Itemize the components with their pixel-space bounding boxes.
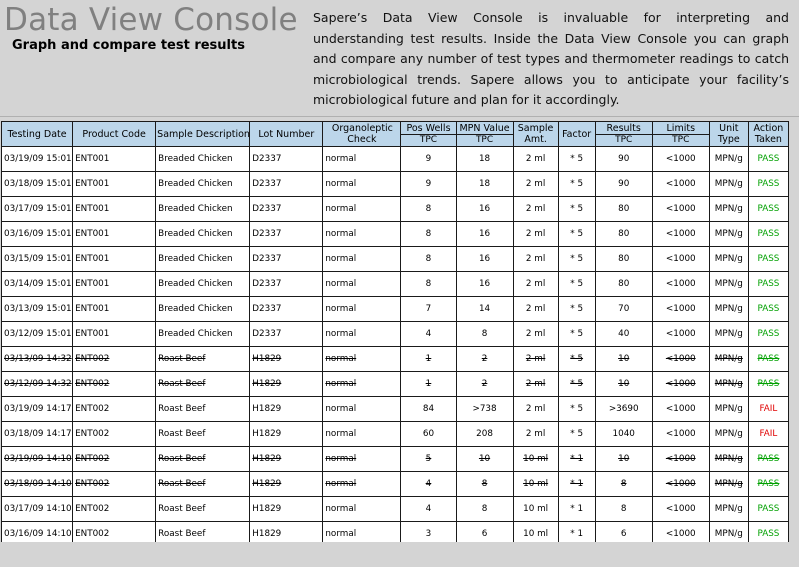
- cell-lot-number: D2337: [250, 297, 323, 322]
- cell-sample-description: Breaded Chicken: [156, 272, 250, 297]
- status-badge: PASS: [757, 304, 780, 314]
- cell-unit-type: MPN/g: [709, 172, 748, 197]
- status-badge: PASS: [757, 204, 780, 214]
- cell-product-code: ENT002: [73, 397, 156, 422]
- cell-factor: * 5: [558, 147, 595, 172]
- cell-mpn-value: 18: [456, 147, 513, 172]
- cell-limits: <1000: [652, 397, 709, 422]
- cell-action-taken: [748, 247, 788, 272]
- cell-product-code: ENT001: [73, 272, 156, 297]
- cell-pos-wells: 4: [401, 322, 456, 347]
- cell-action-taken: [748, 422, 788, 447]
- cell-pos-wells: 84: [401, 397, 456, 422]
- cell-pos-wells: 9: [401, 147, 456, 172]
- cell-testing-date: 03/19/09 15:01: [2, 147, 73, 172]
- cell-organoleptic: normal: [323, 272, 401, 297]
- cell-action-taken: [748, 497, 788, 522]
- status-badge: PASS: [757, 354, 780, 364]
- cell-action-taken: [748, 397, 788, 422]
- cell-lot-number: D2337: [250, 222, 323, 247]
- cell-results: 1040: [595, 422, 652, 447]
- cell-testing-date: 03/16/09 14:10: [2, 522, 73, 543]
- cell-lot-number: D2337: [250, 322, 323, 347]
- cell-product-code: ENT002: [73, 347, 156, 372]
- subheader-tpc: TPC: [456, 135, 513, 147]
- cell-pos-wells: 8: [401, 247, 456, 272]
- cell-factor: * 5: [558, 247, 595, 272]
- cell-mpn-value: 2: [456, 372, 513, 397]
- table-row[interactable]: [2, 497, 789, 522]
- cell-results: 80: [595, 247, 652, 272]
- table-row[interactable]: [2, 197, 789, 222]
- cell-pos-wells: 1: [401, 372, 456, 397]
- cell-lot-number: H1829: [250, 497, 323, 522]
- cell-sample-amt: 2 ml: [513, 422, 558, 447]
- cell-mpn-value: 16: [456, 222, 513, 247]
- cell-sample-amt: 2 ml: [513, 147, 558, 172]
- cell-action-taken: [748, 172, 788, 197]
- cell-unit-type: MPN/g: [709, 522, 748, 543]
- cell-results: 80: [595, 222, 652, 247]
- cell-pos-wells: 4: [401, 472, 456, 497]
- cell-pos-wells: 4: [401, 497, 456, 522]
- app-title: Data View Console: [4, 2, 298, 38]
- cell-sample-amt: 2 ml: [513, 222, 558, 247]
- cell-testing-date: 03/12/09 15:01: [2, 322, 73, 347]
- results-table: [1, 121, 789, 542]
- cell-organoleptic: normal: [323, 397, 401, 422]
- cell-sample-description: Breaded Chicken: [156, 172, 250, 197]
- cell-limits: <1000: [652, 447, 709, 472]
- col-header-sample-description[interactable]: Sample Description: [156, 122, 250, 147]
- intro-paragraph: Sapere’s Data View Console is invaluable for interpreting and understanding test results. Inside the Data View Console you can graph and compare any number of test types and thermometer readings to catch microbiological trends. Sapere allows you to anticipate your facility’s microbiological future and plan for it accordingly.: [313, 10, 789, 107]
- status-badge: PASS: [757, 504, 780, 514]
- cell-product-code: ENT001: [73, 247, 156, 272]
- cell-testing-date: 03/13/09 14:32: [2, 347, 73, 372]
- cell-testing-date: 03/19/09 14:10: [2, 447, 73, 472]
- col-header-results[interactable]: Results: [595, 122, 652, 135]
- cell-unit-type: MPN/g: [709, 422, 748, 447]
- cell-factor: * 5: [558, 222, 595, 247]
- cell-sample-description: Breaded Chicken: [156, 322, 250, 347]
- cell-pos-wells: 8: [401, 222, 456, 247]
- cell-testing-date: 03/17/09 14:10: [2, 497, 73, 522]
- cell-product-code: ENT001: [73, 322, 156, 347]
- cell-sample-description: Breaded Chicken: [156, 222, 250, 247]
- cell-lot-number: H1829: [250, 422, 323, 447]
- table-row[interactable]: [2, 322, 789, 347]
- cell-pos-wells: 7: [401, 297, 456, 322]
- cell-sample-amt: 10 ml: [513, 447, 558, 472]
- cell-action-taken: [748, 447, 788, 472]
- cell-lot-number: D2337: [250, 247, 323, 272]
- cell-sample-amt: 2 ml: [513, 197, 558, 222]
- cell-action-taken: [748, 147, 788, 172]
- cell-limits: <1000: [652, 422, 709, 447]
- cell-factor: * 5: [558, 347, 595, 372]
- cell-organoleptic: normal: [323, 247, 401, 272]
- table-row[interactable]: [2, 347, 789, 372]
- cell-sample-amt: 2 ml: [513, 322, 558, 347]
- table-row[interactable]: [2, 247, 789, 272]
- cell-factor: * 5: [558, 272, 595, 297]
- cell-unit-type: MPN/g: [709, 347, 748, 372]
- cell-sample-amt: 2 ml: [513, 297, 558, 322]
- cell-pos-wells: 8: [401, 197, 456, 222]
- cell-organoleptic: normal: [323, 147, 401, 172]
- cell-limits: <1000: [652, 297, 709, 322]
- cell-mpn-value: 8: [456, 497, 513, 522]
- cell-factor: * 5: [558, 322, 595, 347]
- cell-product-code: ENT002: [73, 447, 156, 472]
- cell-action-taken: [748, 197, 788, 222]
- cell-sample-description: Roast Beef: [156, 347, 250, 372]
- cell-unit-type: MPN/g: [709, 247, 748, 272]
- cell-results: 6: [595, 522, 652, 543]
- cell-pos-wells: 3: [401, 522, 456, 543]
- cell-unit-type: MPN/g: [709, 472, 748, 497]
- col-header-organoleptic[interactable]: Organoleptic Check: [323, 122, 401, 147]
- cell-testing-date: 03/17/09 15:01: [2, 197, 73, 222]
- cell-product-code: ENT002: [73, 497, 156, 522]
- cell-limits: <1000: [652, 497, 709, 522]
- cell-mpn-value: 18: [456, 172, 513, 197]
- cell-product-code: ENT001: [73, 222, 156, 247]
- status-badge: PASS: [757, 329, 780, 339]
- cell-action-taken: [748, 297, 788, 322]
- col-header-pos-wells[interactable]: Pos Wells: [401, 122, 456, 135]
- table-row[interactable]: [2, 222, 789, 247]
- cell-unit-type: MPN/g: [709, 197, 748, 222]
- cell-factor: * 1: [558, 447, 595, 472]
- col-header-product-code[interactable]: Product Code: [73, 122, 156, 147]
- cell-organoleptic: normal: [323, 347, 401, 372]
- cell-product-code: ENT002: [73, 522, 156, 543]
- cell-mpn-value: 10: [456, 447, 513, 472]
- cell-organoleptic: normal: [323, 497, 401, 522]
- status-badge: PASS: [757, 379, 780, 389]
- cell-organoleptic: normal: [323, 447, 401, 472]
- table-row[interactable]: [2, 147, 789, 172]
- table-row[interactable]: [2, 522, 789, 543]
- cell-product-code: ENT001: [73, 147, 156, 172]
- cell-action-taken: [748, 347, 788, 372]
- cell-factor: * 1: [558, 472, 595, 497]
- cell-testing-date: 03/18/09 14:17: [2, 422, 73, 447]
- cell-sample-description: Roast Beef: [156, 422, 250, 447]
- cell-lot-number: D2337: [250, 272, 323, 297]
- cell-mpn-value: 16: [456, 272, 513, 297]
- cell-limits: <1000: [652, 272, 709, 297]
- table-row[interactable]: [2, 297, 789, 322]
- cell-unit-type: MPN/g: [709, 397, 748, 422]
- cell-sample-description: Roast Beef: [156, 447, 250, 472]
- col-header-action-taken[interactable]: Action Taken: [748, 122, 788, 147]
- status-badge: PASS: [757, 179, 780, 189]
- cell-factor: * 1: [558, 522, 595, 543]
- status-badge: PASS: [757, 454, 780, 464]
- cell-results: 90: [595, 147, 652, 172]
- cell-testing-date: 03/18/09 15:01: [2, 172, 73, 197]
- cell-results: 40: [595, 322, 652, 347]
- cell-unit-type: MPN/g: [709, 272, 748, 297]
- cell-unit-type: MPN/g: [709, 222, 748, 247]
- col-header-lot-number[interactable]: Lot Number: [250, 122, 323, 147]
- cell-results: >3690: [595, 397, 652, 422]
- cell-testing-date: 03/12/09 14:32: [2, 372, 73, 397]
- cell-organoleptic: normal: [323, 472, 401, 497]
- cell-sample-amt: 10 ml: [513, 472, 558, 497]
- cell-lot-number: H1829: [250, 447, 323, 472]
- cell-limits: <1000: [652, 347, 709, 372]
- cell-unit-type: MPN/g: [709, 322, 748, 347]
- cell-organoleptic: normal: [323, 222, 401, 247]
- status-badge: FAIL: [759, 404, 778, 414]
- cell-mpn-value: 208: [456, 422, 513, 447]
- cell-mpn-value: 14: [456, 297, 513, 322]
- results-table-body: [2, 147, 789, 543]
- cell-action-taken: [748, 372, 788, 397]
- status-badge: PASS: [757, 479, 780, 489]
- cell-sample-amt: 2 ml: [513, 247, 558, 272]
- cell-unit-type: MPN/g: [709, 372, 748, 397]
- cell-factor: * 5: [558, 397, 595, 422]
- cell-sample-description: Roast Beef: [156, 522, 250, 543]
- cell-organoleptic: normal: [323, 372, 401, 397]
- cell-limits: <1000: [652, 172, 709, 197]
- cell-testing-date: 03/18/09 14:10: [2, 472, 73, 497]
- cell-limits: <1000: [652, 322, 709, 347]
- cell-limits: <1000: [652, 372, 709, 397]
- cell-limits: <1000: [652, 472, 709, 497]
- cell-organoleptic: normal: [323, 297, 401, 322]
- cell-testing-date: 03/16/09 15:01: [2, 222, 73, 247]
- cell-mpn-value: 8: [456, 472, 513, 497]
- cell-lot-number: H1829: [250, 397, 323, 422]
- subheader-tpc: TPC: [652, 135, 709, 147]
- cell-organoleptic: normal: [323, 197, 401, 222]
- col-header-factor[interactable]: Factor: [558, 122, 595, 147]
- cell-factor: * 5: [558, 297, 595, 322]
- cell-action-taken: [748, 222, 788, 247]
- table-row[interactable]: [2, 472, 789, 497]
- cell-factor: * 5: [558, 422, 595, 447]
- cell-lot-number: D2337: [250, 197, 323, 222]
- app-subtitle: Graph and compare test results: [12, 38, 245, 53]
- table-row[interactable]: [2, 172, 789, 197]
- cell-pos-wells: 9: [401, 172, 456, 197]
- cell-mpn-value: 16: [456, 197, 513, 222]
- cell-results: 80: [595, 197, 652, 222]
- cell-limits: <1000: [652, 522, 709, 543]
- cell-organoleptic: normal: [323, 172, 401, 197]
- col-header-mpn-value[interactable]: MPN Value: [456, 122, 513, 135]
- col-header-sample-amt[interactable]: Sample Amt.: [513, 122, 558, 147]
- header-divider: [0, 116, 799, 117]
- cell-mpn-value: 2: [456, 347, 513, 372]
- cell-unit-type: MPN/g: [709, 497, 748, 522]
- cell-pos-wells: 60: [401, 422, 456, 447]
- cell-lot-number: H1829: [250, 372, 323, 397]
- cell-mpn-value: 8: [456, 322, 513, 347]
- cell-sample-amt: 2 ml: [513, 372, 558, 397]
- cell-product-code: ENT001: [73, 297, 156, 322]
- cell-testing-date: 03/15/09 15:01: [2, 247, 73, 272]
- cell-sample-amt: 2 ml: [513, 397, 558, 422]
- cell-sample-description: Breaded Chicken: [156, 147, 250, 172]
- cell-unit-type: MPN/g: [709, 297, 748, 322]
- cell-product-code: ENT002: [73, 372, 156, 397]
- cell-mpn-value: >738: [456, 397, 513, 422]
- cell-sample-description: Roast Beef: [156, 372, 250, 397]
- cell-limits: <1000: [652, 222, 709, 247]
- cell-mpn-value: 16: [456, 247, 513, 272]
- subheader-tpc: TPC: [595, 135, 652, 147]
- col-header-testing-date[interactable]: Testing Date: [2, 122, 73, 147]
- cell-sample-description: Roast Beef: [156, 497, 250, 522]
- cell-unit-type: MPN/g: [709, 147, 748, 172]
- cell-action-taken: [748, 272, 788, 297]
- status-badge: PASS: [757, 254, 780, 264]
- cell-testing-date: 03/19/09 14:17: [2, 397, 73, 422]
- cell-action-taken: [748, 472, 788, 497]
- subheader-tpc: TPC: [401, 135, 456, 147]
- cell-sample-amt: 10 ml: [513, 522, 558, 543]
- cell-results: 90: [595, 172, 652, 197]
- cell-sample-description: Breaded Chicken: [156, 247, 250, 272]
- cell-lot-number: D2337: [250, 172, 323, 197]
- cell-lot-number: H1829: [250, 347, 323, 372]
- cell-product-code: ENT002: [73, 422, 156, 447]
- cell-sample-description: Breaded Chicken: [156, 297, 250, 322]
- cell-pos-wells: 1: [401, 347, 456, 372]
- cell-results: 8: [595, 497, 652, 522]
- cell-limits: <1000: [652, 147, 709, 172]
- table-row[interactable]: [2, 422, 789, 447]
- cell-product-code: ENT002: [73, 472, 156, 497]
- cell-action-taken: [748, 522, 788, 543]
- status-badge: PASS: [757, 529, 780, 539]
- status-badge: FAIL: [759, 429, 778, 439]
- cell-sample-description: Roast Beef: [156, 397, 250, 422]
- cell-sample-description: Breaded Chicken: [156, 197, 250, 222]
- status-badge: PASS: [757, 279, 780, 289]
- cell-results: 80: [595, 272, 652, 297]
- cell-factor: * 5: [558, 172, 595, 197]
- cell-results: 8: [595, 472, 652, 497]
- cell-sample-amt: 2 ml: [513, 347, 558, 372]
- cell-mpn-value: 6: [456, 522, 513, 543]
- cell-sample-amt: 10 ml: [513, 497, 558, 522]
- table-row[interactable]: [2, 447, 789, 472]
- cell-action-taken: [748, 322, 788, 347]
- table-row[interactable]: [2, 372, 789, 397]
- cell-factor: * 1: [558, 497, 595, 522]
- col-header-unit-type[interactable]: Unit Type: [709, 122, 748, 147]
- status-badge: PASS: [757, 154, 780, 164]
- cell-factor: * 5: [558, 197, 595, 222]
- cell-organoleptic: normal: [323, 422, 401, 447]
- table-row[interactable]: [2, 272, 789, 297]
- cell-organoleptic: normal: [323, 322, 401, 347]
- cell-sample-amt: 2 ml: [513, 172, 558, 197]
- col-header-limits[interactable]: Limits: [652, 122, 709, 135]
- cell-results: 70: [595, 297, 652, 322]
- results-table-container[interactable]: [1, 121, 789, 542]
- cell-testing-date: 03/14/09 15:01: [2, 272, 73, 297]
- cell-pos-wells: 8: [401, 272, 456, 297]
- cell-limits: <1000: [652, 247, 709, 272]
- cell-factor: * 5: [558, 372, 595, 397]
- cell-product-code: ENT001: [73, 197, 156, 222]
- cell-product-code: ENT001: [73, 172, 156, 197]
- cell-lot-number: H1829: [250, 522, 323, 543]
- cell-lot-number: D2337: [250, 147, 323, 172]
- cell-limits: <1000: [652, 197, 709, 222]
- cell-lot-number: H1829: [250, 472, 323, 497]
- cell-organoleptic: normal: [323, 522, 401, 543]
- table-row[interactable]: [2, 397, 789, 422]
- cell-pos-wells: 5: [401, 447, 456, 472]
- cell-results: 10: [595, 372, 652, 397]
- status-badge: PASS: [757, 229, 780, 239]
- cell-sample-description: Roast Beef: [156, 472, 250, 497]
- cell-sample-amt: 2 ml: [513, 272, 558, 297]
- cell-unit-type: MPN/g: [709, 447, 748, 472]
- cell-results: 10: [595, 347, 652, 372]
- cell-results: 10: [595, 447, 652, 472]
- cell-testing-date: 03/13/09 15:01: [2, 297, 73, 322]
